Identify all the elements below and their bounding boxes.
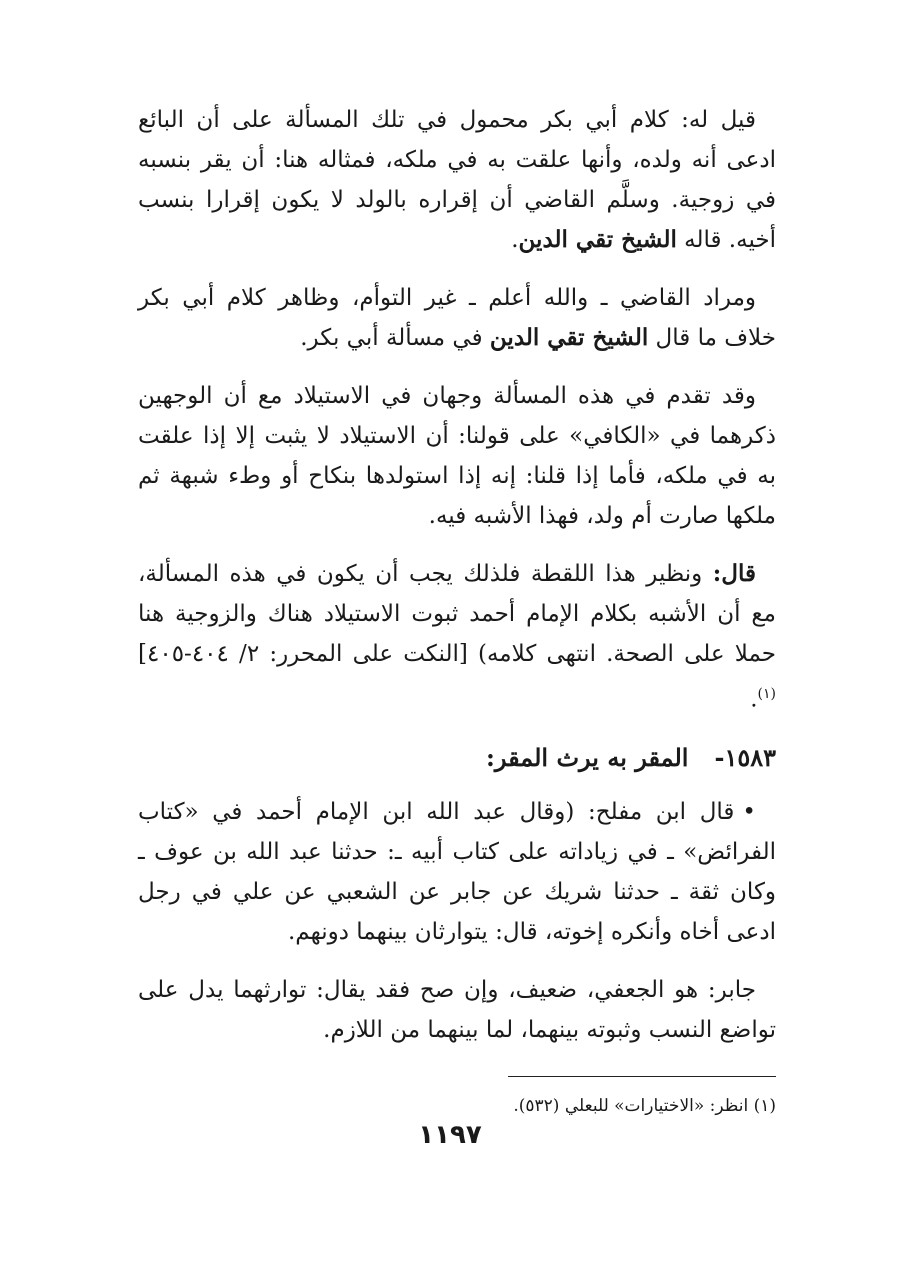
section-heading — [138, 738, 776, 778]
paragraph-1-end: . — [511, 227, 519, 253]
paragraph-2 — [138, 278, 776, 358]
section-number: ١٥٨٣- — [714, 742, 776, 772]
page-body — [138, 100, 776, 1121]
footnote: (١) انظر: «الاختيارات» للبعلي (٥٣٢). — [513, 1095, 776, 1116]
bullet-icon: • — [742, 798, 756, 825]
paragraph-4-end: . — [750, 686, 758, 713]
paragraph-4 — [138, 554, 776, 720]
paragraph-1 — [138, 100, 776, 260]
footnote-divider — [508, 1076, 776, 1077]
footnote-marker[interactable]: (١) — [757, 686, 776, 702]
section-title: المقر به يرث المقر: — [486, 742, 689, 772]
paragraph-2-text: ومراد القاضي ـ والله أعلم ـ غير التوأم، وظاهر كلام أبي بكر خلاف ما قال — [138, 285, 776, 351]
paragraph-5 — [138, 792, 776, 952]
qala-label: قال: — [712, 560, 757, 587]
sheikh-name: الشيخ تقي الدين — [518, 226, 677, 253]
paragraph-3: وقد تقدم في هذه المسألة وجهان في الاستيلاد مع أن الوجهين ذكرهما في «الكافي» على قولنا: أن الاستيلاد لا يثبت إلا إذا علقت به في ملكه، فأما إذا قلنا: إنه إذا استولدها بنكاح أو وطء شبهة ثم ملكها صارت أم ولد، فهذا الأشبه فيه. — [138, 383, 776, 529]
paragraph-4-text: ونظير هذا اللقطة فلذلك يجب أن يكون في هذه المسألة، مع أن الأشبه بكلام الإمام أحمد ثبوت الاستيلاد هناك والزوجية هنا حملا على الصحة. انتهى كلامه) [النكت على المحرر: ٢/ ٤٠٤-٤٠٥] — [138, 561, 777, 667]
page-number: ١١٩٧ — [418, 1120, 482, 1150]
paragraph-2-end: في مسألة أبي بكر. — [300, 325, 490, 351]
sheikh-name: الشيخ تقي الدين — [489, 324, 649, 351]
paragraph-5-text: قال ابن مفلح: (وقال عبد الله ابن الإمام أحمد في «كتاب الفرائض» ـ في زياداته على كتاب أبيه ـ: حدثنا عبد الله بن عوف ـ وكان ثقة ـ حدثنا شريك عن جابر عن الشعبي عن علي في رجل ادعى أخاه وأنكره إخوته، قال: يتوارثان بينهما دونهم. — [138, 798, 776, 945]
paragraph-1-text: قيل له: كلام أبي بكر محمول في تلك المسألة على أن البائع ادعى أنه ولده، وأنها علقت به في ملكه، فمثاله هنا: أن يقر بنسبه في زوجية. وسلَّم القاضي أن إقراره بالولد لا يكون إقرارا بنسب أخيه. قاله — [138, 107, 776, 253]
paragraph-6: جابر: هو الجعفي، ضعيف، وإن صح فقد يقال: توارثهما يدل على تواضع النسب وثبوته بينهما، لما بينهما من اللازم. — [138, 976, 776, 1043]
